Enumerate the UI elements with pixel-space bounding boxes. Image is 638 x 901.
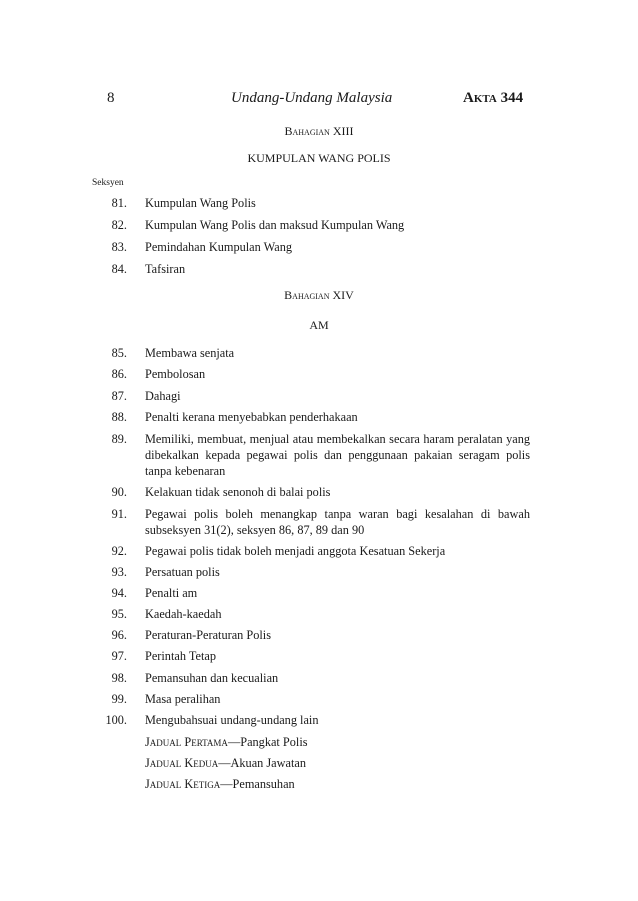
section-number: 90. — [111, 485, 127, 499]
akta-prefix: Akta — [463, 90, 497, 106]
section-number: 81. — [111, 196, 127, 210]
section-number: 86. — [111, 367, 127, 381]
section-title: Pegawai polis boleh menangkap tanpa waran bagi kesalahan di bawah subseksyen 31(2), seksyen 86, 87, 89 dan 90 — [145, 507, 530, 537]
schedule-title: Akuan Jawatan — [230, 756, 306, 770]
seksyen-label: Seksyen — [92, 178, 124, 188]
section-number: 91. — [111, 507, 127, 521]
schedule-entry: Jadual Ketiga—Pemansuhan — [145, 777, 295, 791]
section-number: 83. — [111, 240, 127, 254]
page-number: 8 — [107, 90, 115, 106]
section-number: 85. — [111, 346, 127, 360]
schedule-name: Jadual Kedua — [145, 756, 219, 770]
section-title: Perintah Tetap — [145, 649, 216, 663]
section-title: Kumpulan Wang Polis — [145, 196, 256, 210]
section-number: 92. — [111, 544, 127, 558]
schedule-entry: Jadual Kedua—Akuan Jawatan — [145, 756, 306, 770]
section-number: 84. — [111, 262, 127, 276]
section-title: Persatuan polis — [145, 565, 220, 579]
schedule-title: Pemansuhan — [232, 777, 295, 791]
schedule-title: Pangkat Polis — [240, 735, 308, 749]
section-title: Penalti kerana menyebabkan penderhakaan — [145, 410, 358, 424]
akta-label — [463, 89, 523, 107]
section-title: Pemansuhan dan kecualian — [145, 671, 279, 685]
section-title: Pembolosan — [145, 367, 206, 381]
section-title: Masa peralihan — [145, 692, 221, 706]
section-title: Kaedah-kaedah — [145, 607, 222, 621]
section-number: 89. — [111, 432, 127, 446]
section-title: Pemindahan Kumpulan Wang — [145, 240, 293, 254]
section-number: 97. — [111, 649, 127, 663]
running-title: Undang-Undang Malaysia — [231, 90, 393, 106]
schedule-entry: Jadual Pertama—Pangkat Polis — [145, 735, 308, 749]
section-title: Kumpulan Wang Polis dan maksud Kumpulan Wang — [145, 218, 405, 232]
section-number: 93. — [111, 565, 127, 579]
section-title: Memiliki, membuat, menjual atau membekalkan secara haram peralatan yang dibekalkan kepada pegawai polis dan penggunaan pakaian seragam polis tanpa kebenaran — [145, 432, 530, 478]
part-xiii-heading: KUMPULAN WANG POLIS — [247, 151, 391, 165]
section-title: Peraturan-Peraturan Polis — [145, 628, 272, 642]
section-number: 96. — [111, 628, 127, 642]
section-title: Tafsiran — [145, 262, 186, 276]
section-title: Mengubahsuai undang-undang lain — [145, 713, 319, 727]
section-title: Penalti am — [145, 586, 198, 600]
section-title: Dahagi — [145, 389, 181, 403]
section-number: 82. — [111, 218, 127, 232]
section-number: 87. — [111, 389, 127, 403]
section-number: 98. — [111, 671, 127, 685]
part-xiv-heading: AM — [309, 318, 329, 332]
section-title: Kelakuan tidak senonoh di balai polis — [145, 485, 331, 499]
schedule-name: Jadual Pertama — [145, 735, 228, 749]
section-title: Pegawai polis tidak boleh menjadi anggota Kesatuan Sekerja — [145, 544, 446, 558]
section-number: 100. — [105, 713, 127, 727]
akta-number: 344 — [500, 90, 524, 106]
part-xiii-label: Bahagian XIII — [284, 124, 354, 138]
section-title: Membawa senjata — [145, 346, 235, 360]
section-number: 95. — [111, 607, 127, 621]
schedule-name: Jadual Ketiga — [145, 777, 221, 791]
part-xiv-label: Bahagian XIV — [284, 288, 354, 302]
section-number: 99. — [111, 692, 127, 706]
section-number: 88. — [111, 410, 127, 424]
section-number: 94. — [111, 586, 127, 600]
